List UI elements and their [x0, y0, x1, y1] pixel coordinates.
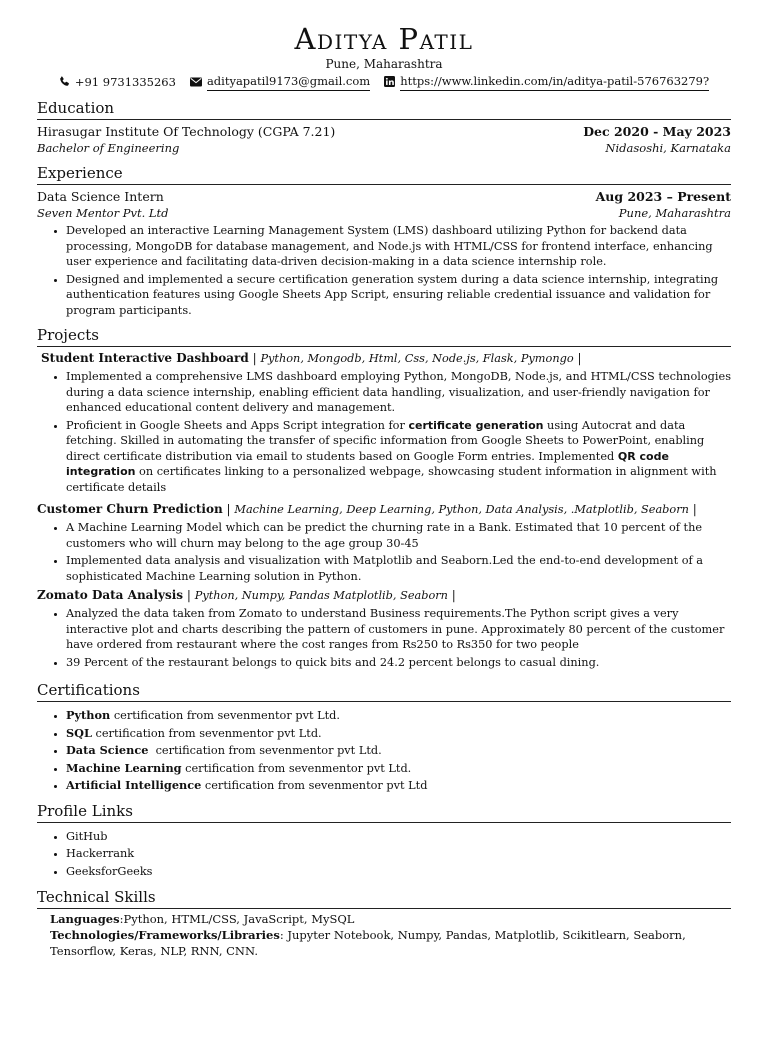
- cert-text: certification from sevenmentor pvt Ltd.: [148, 744, 382, 757]
- phone-icon: [59, 76, 70, 87]
- projects-heading: Projects: [37, 325, 731, 347]
- profile-links-list: [37, 829, 731, 880]
- certifications-list: [37, 708, 731, 794]
- list-item: • Implemented a comprehensive LMS dashboard employing Python, MongoDB, Node.js, and HTML/CSS technologies during a data science internship, enabling efficient data handling, visualization, and user-friendly navigation for enhanced educational content delivery and management.: [66, 369, 731, 416]
- project-tech: Python, Numpy, Pandas Matplotlib, Seaborn: [194, 589, 448, 602]
- education-dates: Dec 2020 - May 2023: [583, 124, 731, 139]
- cert-name: Data Science: [66, 743, 149, 757]
- profile-link-geeksforgeeks[interactable]: • GeeksforGeeks: [66, 864, 731, 880]
- education-place: Nidasoshi, Karnataka: [605, 141, 731, 155]
- contact-bar: [37, 72, 731, 91]
- bullet-text: on certificates linking to a personalized webpage, showcasing student information in alignment with certificate details: [66, 465, 717, 494]
- skills-heading: Technical Skills: [37, 887, 731, 909]
- list-item: [66, 743, 731, 759]
- envelope-icon: [190, 77, 202, 87]
- project-separator: |: [222, 502, 235, 516]
- email-link[interactable]: adityapatil9173@gmail.com: [207, 72, 370, 91]
- cert-text: certification from sevenmentor pvt Ltd.: [91, 726, 322, 740]
- cert-text: certification from sevenmentor pvt Ltd: [201, 779, 428, 792]
- project-separator-end: |: [573, 351, 582, 365]
- phone-contact[interactable]: [59, 72, 176, 91]
- list-item: • Implemented data analysis and visualization with Matplotlib and Seaborn.Led the end-to-end development of a sophisticated Machine Learning solution in Python.: [66, 553, 731, 584]
- list-item: [66, 708, 731, 724]
- job-place: Pune, Maharashtra: [618, 206, 731, 220]
- list-item: [66, 726, 731, 742]
- project-separator: |: [183, 588, 195, 602]
- list-item: • Developed an interactive Learning Management System (LMS) dashboard utilizing Python for backend data processing, MongoDB for database management, and Node.js with HTML/CSS for frontend interface, enhancing user experience and facilitating data-driven decision-making in a data science internship role.: [66, 223, 731, 270]
- cert-name: SQL: [66, 725, 92, 740]
- list-item: [66, 778, 731, 794]
- bullet-bold: certificate generation: [408, 418, 544, 432]
- job-dates: Aug 2023 – Present: [595, 189, 731, 204]
- project-separator-end: |: [688, 502, 697, 516]
- resume-page: [0, 22, 768, 1046]
- project-title: Student Interactive Dashboard: [41, 351, 249, 365]
- linkedin-link[interactable]: https://www.linkedin.com/in/aditya-patil-576763279?: [400, 72, 709, 91]
- project-title: Customer Churn Prediction: [37, 502, 223, 516]
- phone-number: +91 9731335263: [74, 74, 176, 89]
- project-student-dashboard: [37, 350, 731, 495]
- cert-name: Machine Learning: [66, 760, 182, 775]
- cert-text: certification from sevenmentor pvt Ltd.: [110, 709, 340, 722]
- technologies-label: Technologies/Frameworks/Libraries: [50, 928, 280, 942]
- project-zomato-analysis: [37, 587, 731, 670]
- list-item: • A Machine Learning Model which can be predict the churning rate in a Bank. Estimated that 10 percent of the customers who will churn may belong to the age group 30-45: [66, 520, 731, 551]
- profile-link-hackerrank[interactable]: • Hackerrank: [66, 846, 731, 862]
- skills-block: [37, 911, 731, 959]
- project-tech: Machine Learning, Deep Learning, Python, Data Analysis, .Matplotlib, Seaborn: [234, 503, 689, 516]
- cert-text: certification from sevenmentor pvt Ltd.: [181, 761, 412, 775]
- bullet-bold: QR code integration: [66, 449, 669, 478]
- cert-name: Artificial Intelligence: [66, 778, 202, 792]
- candidate-location: Pune, Maharashtra: [325, 57, 443, 71]
- profile-link-github[interactable]: • GitHub: [66, 829, 731, 845]
- list-item: • Designed and implemented a secure certification generation system during a data science internship, integrating authentication features using Google Sheets App Script, ensuring reliable credential issuance and validation for program participants.: [66, 272, 731, 319]
- project-separator: |: [248, 351, 261, 365]
- profile-links-heading: Profile Links: [37, 801, 731, 823]
- education-entry: [37, 123, 731, 156]
- bullet-text: Proficient in Google Sheets and Apps Script integration for: [66, 418, 409, 432]
- project-title: Zomato Data Analysis: [37, 588, 184, 602]
- email-contact[interactable]: [190, 72, 370, 91]
- experience-heading: Experience: [37, 163, 731, 185]
- project-churn-prediction: [37, 501, 731, 584]
- experience-bullets: [37, 223, 731, 318]
- technologies-line: [50, 927, 731, 959]
- degree: Bachelor of Engineering: [37, 141, 180, 155]
- project-separator-end: |: [447, 588, 456, 602]
- linkedin-icon: [384, 76, 395, 87]
- list-item: • 39 Percent of the restaurant belongs to quick bits and 24.2 percent belongs to casual dining.: [66, 655, 731, 671]
- list-item: [66, 761, 731, 777]
- experience-entry: [37, 188, 731, 318]
- list-item: • Analyzed the data taken from Zomato to understand Business requirements.The Python script gives a very interactive plot and charts describing the pattern of customers in pune. Approximately 80 percent of the customer have ordered from restaurant where the cost ranges from Rs250 to Rs350 for two people: [66, 606, 731, 653]
- languages-label: Languages: [50, 912, 120, 926]
- technologies-value: : Jupyter Notebook, Numpy, Pandas, Matplotlib, Scikitlearn, Seaborn, Tensorflow, Keras, NLP, RNN, CNN.: [50, 928, 686, 958]
- bullet-text: using Autocrat and data fetching. Skilled in automating the transfer of specific information from Google Sheets to PowerPoint, enabling direct certificate distribution via email to students based on Google Form entries. Implemented: [66, 418, 705, 463]
- candidate-name: Aditya Patil: [294, 22, 474, 56]
- project-tech: Python, Mongodb, Html, Css, Node.js, Flask, Pymongo: [260, 352, 574, 365]
- languages-value: :Python, HTML/CSS, JavaScript, MySQL: [119, 912, 355, 926]
- list-item: [66, 418, 731, 496]
- job-role: Data Science Intern: [37, 189, 164, 204]
- certifications-heading: Certifications: [37, 680, 731, 702]
- linkedin-contact[interactable]: [384, 72, 709, 91]
- school-name: Hirasugar Institute Of Technology (CGPA 7.21): [37, 124, 336, 139]
- cert-name: Python: [66, 708, 111, 722]
- company-name: Seven Mentor Pvt. Ltd: [37, 206, 169, 220]
- education-heading: Education: [37, 98, 731, 120]
- languages-line: [50, 911, 731, 927]
